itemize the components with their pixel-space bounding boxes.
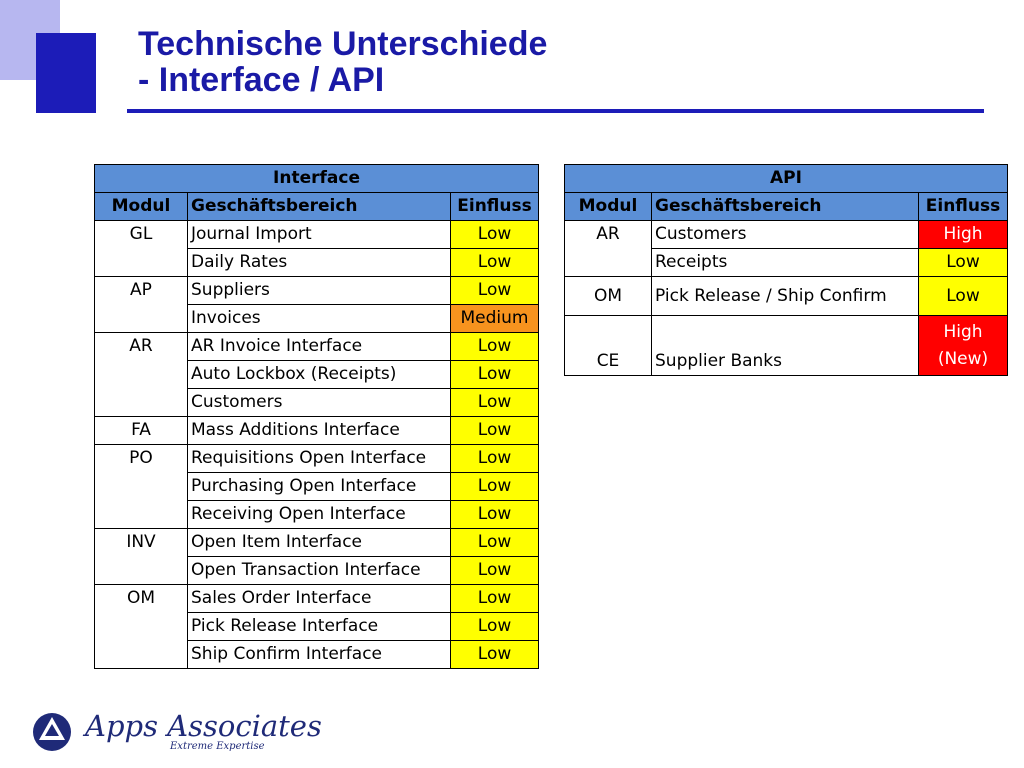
table-row bbox=[95, 501, 539, 529]
modul-cell bbox=[95, 305, 188, 333]
api-header-modul: Modul bbox=[565, 193, 652, 221]
table-row bbox=[95, 641, 539, 669]
einfluss-cell: Low bbox=[451, 557, 539, 585]
bereich-cell: Customers bbox=[652, 221, 919, 249]
table-row bbox=[95, 333, 539, 361]
table-row bbox=[95, 613, 539, 641]
modul-cell bbox=[95, 361, 188, 389]
bereich-cell: Requisitions Open Interface bbox=[188, 445, 451, 473]
bereich-cell: Purchasing Open Interface bbox=[188, 473, 451, 501]
api-table-title: API bbox=[565, 165, 1008, 193]
einfluss-cell: Low bbox=[451, 221, 539, 249]
einfluss-cell: Low bbox=[451, 641, 539, 669]
logo-name: Apps Associates bbox=[85, 709, 322, 743]
table-row bbox=[95, 585, 539, 613]
modul-cell bbox=[565, 249, 652, 277]
bereich-cell: Open Item Interface bbox=[188, 529, 451, 557]
interface-table-title: Interface bbox=[95, 165, 539, 193]
bereich-cell: AR Invoice Interface bbox=[188, 333, 451, 361]
bereich-cell: Pick Release Interface bbox=[188, 613, 451, 641]
bereich-cell: Mass Additions Interface bbox=[188, 417, 451, 445]
einfluss-cell bbox=[919, 316, 1008, 376]
modul-cell bbox=[95, 501, 188, 529]
einfluss-cell: Low bbox=[919, 249, 1008, 277]
modul-cell: INV bbox=[95, 529, 188, 557]
table-row bbox=[95, 417, 539, 445]
table-row bbox=[95, 305, 539, 333]
api-header-bereich: Geschäftsbereich bbox=[652, 193, 919, 221]
bereich-cell: Daily Rates bbox=[188, 249, 451, 277]
einfluss-cell: Low bbox=[451, 501, 539, 529]
table-row bbox=[95, 445, 539, 473]
modul-cell bbox=[95, 613, 188, 641]
bereich-cell: Customers bbox=[188, 389, 451, 417]
bereich-cell: Supplier Banks bbox=[652, 316, 919, 376]
bereich-cell: Suppliers bbox=[188, 277, 451, 305]
einfluss-line1: High bbox=[943, 321, 983, 342]
modul-cell bbox=[95, 249, 188, 277]
interface-header-einfluss: Einfluss bbox=[451, 193, 539, 221]
bereich-cell: Open Transaction Interface bbox=[188, 557, 451, 585]
interface-header-bereich: Geschäftsbereich bbox=[188, 193, 451, 221]
modul-cell: OM bbox=[95, 585, 188, 613]
bereich-cell: Auto Lockbox (Receipts) bbox=[188, 361, 451, 389]
einfluss-cell: Low bbox=[451, 277, 539, 305]
modul-cell: GL bbox=[95, 221, 188, 249]
table-row bbox=[565, 277, 1008, 316]
table-row bbox=[95, 529, 539, 557]
table-row bbox=[565, 249, 1008, 277]
bereich-cell: Invoices bbox=[188, 305, 451, 333]
modul-cell: AR bbox=[95, 333, 188, 361]
einfluss-cell: Medium bbox=[451, 305, 539, 333]
table-row bbox=[95, 221, 539, 249]
modul-cell: CE bbox=[565, 316, 652, 376]
table-row bbox=[95, 361, 539, 389]
interface-table bbox=[94, 164, 539, 669]
einfluss-cell: Low bbox=[919, 277, 1008, 316]
modul-cell: AP bbox=[95, 277, 188, 305]
einfluss-cell: Low bbox=[451, 613, 539, 641]
modul-cell: PO bbox=[95, 445, 188, 473]
table-row bbox=[95, 249, 539, 277]
einfluss-cell: Low bbox=[451, 445, 539, 473]
title-underline bbox=[127, 109, 984, 113]
modul-cell: OM bbox=[565, 277, 652, 316]
slide-title-line2: - Interface / API bbox=[138, 61, 385, 99]
bereich-cell: Pick Release / Ship Confirm bbox=[652, 277, 919, 316]
bereich-cell: Receiving Open Interface bbox=[188, 501, 451, 529]
modul-cell: AR bbox=[565, 221, 652, 249]
api-table bbox=[564, 164, 1008, 376]
bereich-cell: Sales Order Interface bbox=[188, 585, 451, 613]
slide-title bbox=[138, 26, 547, 98]
einfluss-cell: Low bbox=[451, 585, 539, 613]
einfluss-line2: (New) bbox=[937, 348, 989, 369]
einfluss-cell: Low bbox=[451, 389, 539, 417]
table-row bbox=[95, 277, 539, 305]
bereich-cell: Receipts bbox=[652, 249, 919, 277]
api-header-einfluss: Einfluss bbox=[919, 193, 1008, 221]
einfluss-cell: High bbox=[919, 221, 1008, 249]
modul-cell bbox=[95, 389, 188, 417]
modul-cell bbox=[95, 473, 188, 501]
bereich-cell: Journal Import bbox=[188, 221, 451, 249]
bereich-cell: Ship Confirm Interface bbox=[188, 641, 451, 669]
einfluss-cell: Low bbox=[451, 249, 539, 277]
einfluss-cell: Low bbox=[451, 417, 539, 445]
einfluss-cell: Low bbox=[451, 361, 539, 389]
table-row bbox=[95, 473, 539, 501]
modul-cell bbox=[95, 641, 188, 669]
modul-cell: FA bbox=[95, 417, 188, 445]
einfluss-cell: Low bbox=[451, 529, 539, 557]
interface-header-modul: Modul bbox=[95, 193, 188, 221]
einfluss-cell: Low bbox=[451, 473, 539, 501]
einfluss-cell: Low bbox=[451, 333, 539, 361]
table-row bbox=[565, 316, 1008, 376]
table-row bbox=[565, 221, 1008, 249]
modul-cell bbox=[95, 557, 188, 585]
decor-square-dark bbox=[36, 33, 96, 113]
slide-title-line1: Technische Unterschiede bbox=[138, 25, 548, 63]
logo-tagline: Extreme Expertise bbox=[170, 741, 265, 752]
table-row bbox=[95, 557, 539, 585]
table-row bbox=[95, 389, 539, 417]
